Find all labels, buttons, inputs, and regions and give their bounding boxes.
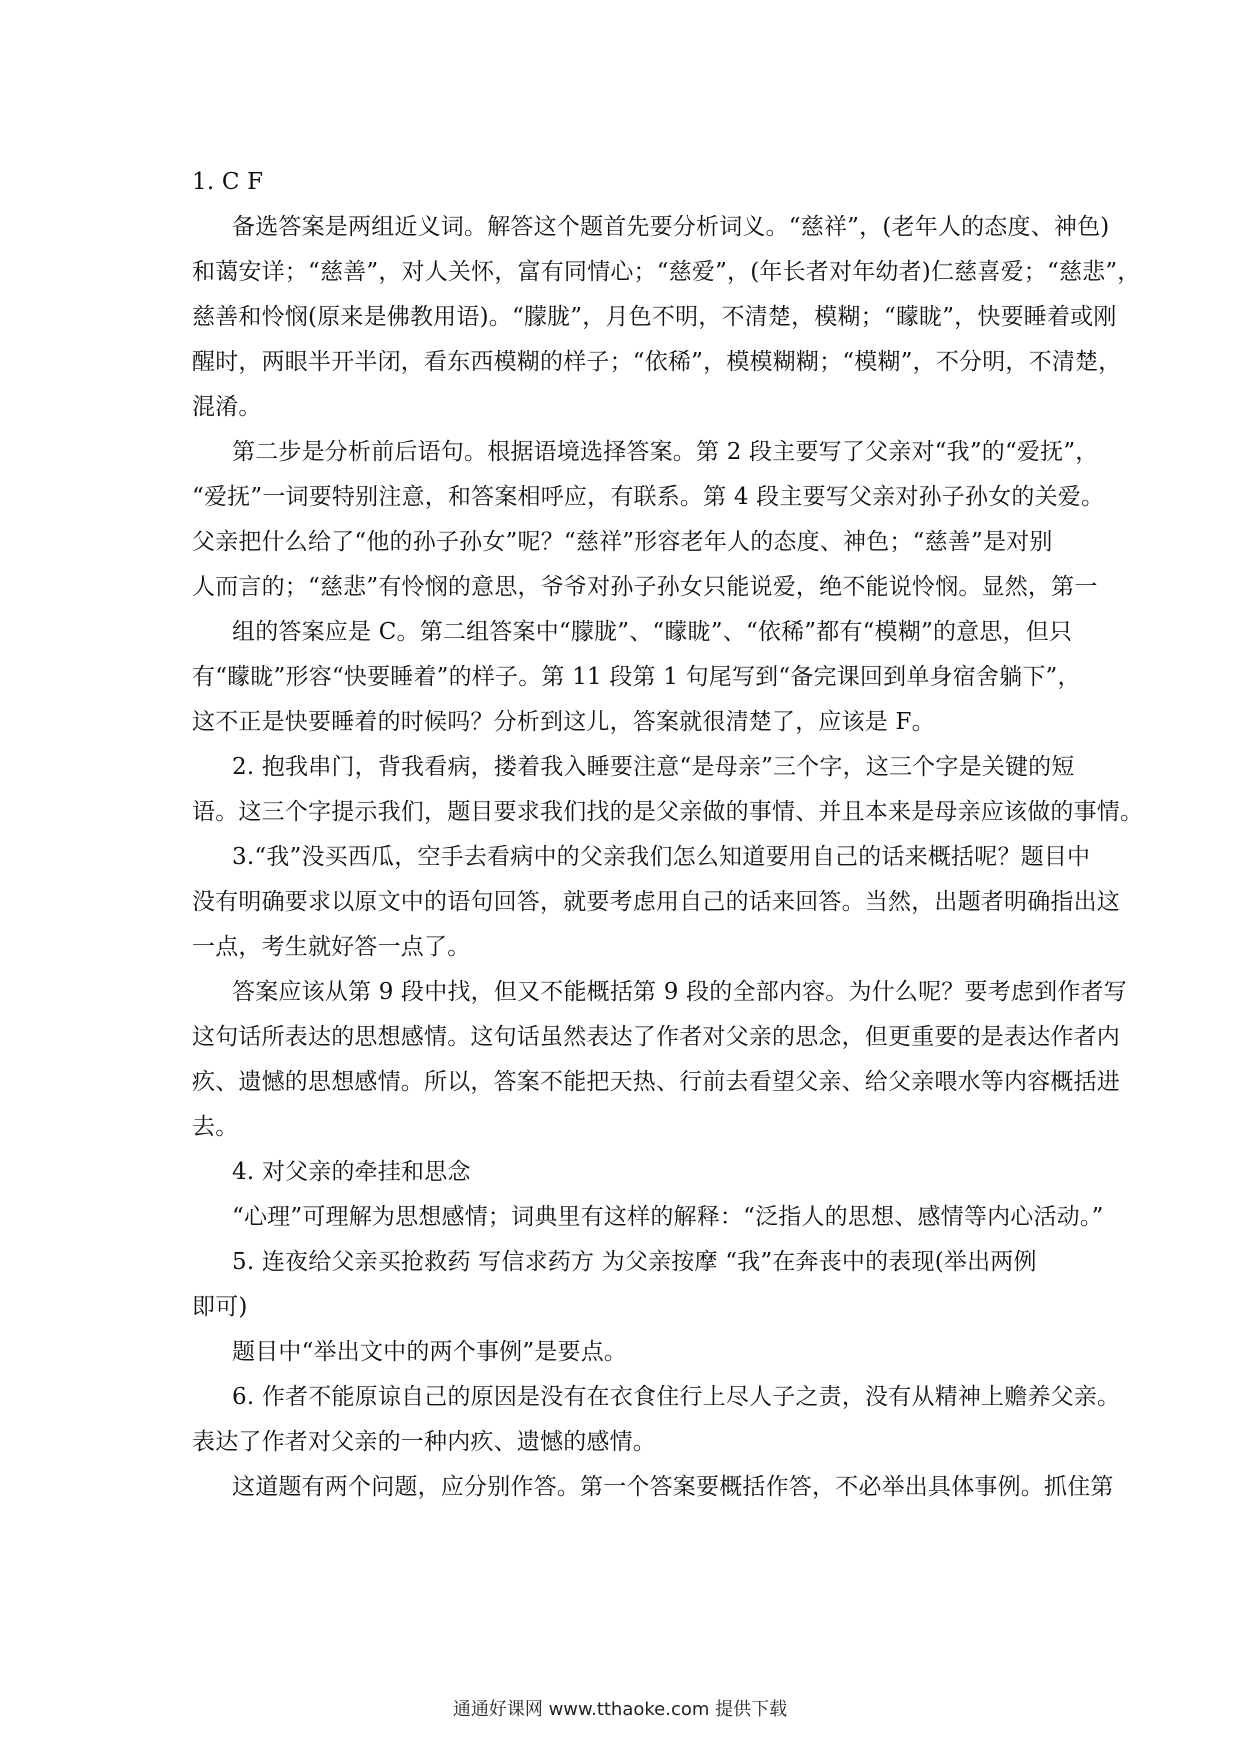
text-line: “爱抚”一词要特别注意，和答案相呼应，有联系。第 4 段主要写父亲对孙子孙女的关爱。	[192, 484, 1105, 510]
text-line: 去。	[192, 1114, 239, 1140]
text-line: 这道题有两个问题，应分别作答。第一个答案要概括作答，不必举出具体事例。抓住第	[232, 1474, 1114, 1500]
text-line: 语。这三个字提示我们，题目要求我们找的是父亲做的事情、并且本来是母亲应该做的事情。	[192, 799, 1144, 825]
answer-explanation-text	[192, 160, 1144, 1510]
text-line: 醒时，两眼半开半闭，看东西模糊的样子；“依稀”，模模糊糊；“模糊”，不分明，不清楚，	[192, 349, 1122, 375]
answer-6-line: 6. 作者不能原谅自己的原因是没有在衣食住行上尽人子之责，没有从精神上赡养父亲。	[232, 1384, 1121, 1410]
text-line: 题目中“举出文中的两个事例”是要点。	[232, 1339, 628, 1365]
text-line: 有“矇眬”形容“快要睡着”的样子。第 11 段第 1 句尾写到“备完课回到单身宿舍躺下”，	[192, 664, 1081, 690]
answer-3-line: 3.“我”没买西瓜，空手去看病中的父亲我们怎么知道要用自己的话来概括呢？题目中	[232, 844, 1091, 870]
text-line: 慈善和怜悯(原来是佛教用语)。“朦胧”，月色不明，不清楚，模糊；“矇眬”，快要睡着或刚	[192, 304, 1117, 330]
text-line: 一点，考生就好答一点了。	[192, 934, 471, 960]
text-line: 即可)	[192, 1294, 248, 1320]
text-line: 疚、遗憾的思想感情。所以，答案不能把天热、行前去看望父亲、给父亲喂水等内容概括进	[192, 1069, 1120, 1095]
text-line: 答案应该从第 9 段中找，但又不能概括第 9 段的全部内容。为什么呢？要考虑到作者写	[232, 979, 1127, 1005]
text-line: 组的答案应是 C。第二组答案中“朦胧”、“矇眬”、“依稀”都有“模糊”的意思，但只	[232, 619, 1073, 645]
text-line: 父亲把什么给了“他的孙子孙女”呢？“慈祥”形容老年人的态度、神色；“慈善”是对别	[192, 529, 1053, 555]
answer-1-heading: 1. C F	[192, 169, 264, 195]
page-footer: 通通好课网 www.tthaoke.com 提供下载	[452, 1699, 788, 1720]
text-line: 表达了作者对父亲的一种内疚、遗憾的感情。	[192, 1429, 656, 1455]
text-line: “心理”可理解为思想感情；词典里有这样的解释：“泛指人的思想、感情等内心活动。”	[232, 1204, 1104, 1230]
answer-2-line: 2. 抱我串门，背我看病，搂着我入睡要注意“是母亲”三个字，这三个字是关键的短	[232, 754, 1075, 780]
answer-5-line: 5. 连夜给父亲买抢救药 写信求药方 为父亲按摩 “我”在奔丧中的表现(举出两例	[232, 1249, 1037, 1275]
text-line: 没有明确要求以原文中的语句回答，就要考虑用自己的话来回答。当然，出题者明确指出这	[192, 889, 1120, 915]
text-line: 和蔼安详；“慈善”，对人关怀，富有同情心；“慈爱”，(年长者对年幼者)仁慈喜爱；“慈悲”，	[192, 259, 1141, 285]
text-line: 这句话所表达的思想感情。这句话虽然表达了作者对父亲的思念，但更重要的是表达作者内	[192, 1024, 1120, 1050]
text-line: 第二步是分析前后语句。根据语境选择答案。第 2 段主要写了父亲对“我”的“爱抚”，	[232, 439, 1099, 465]
text-line: 人而言的；“慈悲”有怜悯的意思，爷爷对孙子孙女只能说爱，绝不能说怜悯。显然，第一	[192, 574, 1098, 600]
answer-4-line: 4. 对父亲的牵挂和思念	[232, 1159, 471, 1185]
text-line: 这不正是快要睡着的时候吗？分析到这儿，答案就很清楚了，应该是 F。	[192, 709, 935, 735]
text-line: 混淆。	[192, 394, 262, 420]
text-line: 备选答案是两组近义词。解答这个题首先要分析词义。“慈祥”，(老年人的态度、神色)	[232, 214, 1110, 240]
